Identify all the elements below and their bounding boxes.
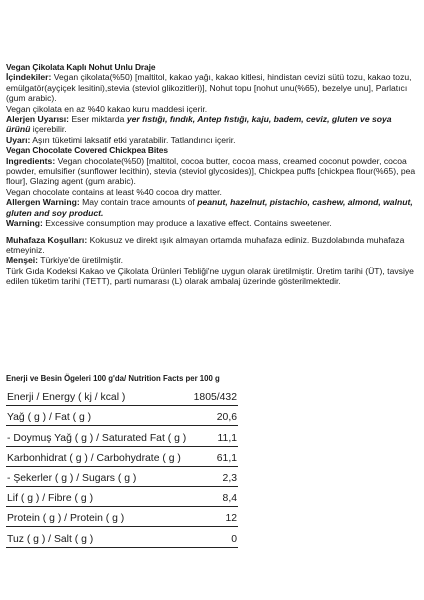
ingredients-tr-label: İçindekiler: [6,72,52,83]
cocoa-content-en: Vegan chocolate contains at least %40 cocoa dry matter. [6,186,222,197]
nutrient-label: - Doymuş Yağ ( g ) / Saturated Fat ( g ) [7,432,187,444]
allergen-en-list: peanut, hazelnut, pistachio, cashew, almond, walnut, gluten and soy product. [6,197,413,218]
product-label [6,62,418,287]
ingredients-tr-text: Vegan çikolata(%50) [maltitol, kakao yağı, kakao kitlesi, hindistan cevizi sütü tozu, kakao tozu, emülgatör(ayçiçek lesitini),stevia (steviol glikozitleri)], Nohut topu [nohut unu(%65), bezelye unu], Parlatıcı (gum arabic). [6,72,412,104]
allergen-tr-post: içerebilir. [30,124,67,135]
warning-tr [6,135,418,145]
nutrient-value: 20,6 [216,412,237,424]
nutrition-row [6,467,238,487]
warning-en-text: Excessive consumption may produce a laxative effect. Contains sweetener. [42,218,332,229]
nutrient-value: 61,1 [216,452,237,464]
allergen-warning-en [6,197,418,218]
nutrient-label: Lif ( g ) / Fibre ( g ) [7,493,94,505]
allergen-warning-tr [6,114,418,135]
nutrient-value: 12 [225,513,237,525]
ingredients-en-text: Vegan chocolate(%50) [maltitol, cocoa butter, cocoa mass, creamed coconut powder, cocoa powder, emulsifier (sunflower lecithin), stevia (steviol glycosides)], Chickpea puffs [chickpea flour(%65), pea flour], Glazing agent (gum arabic). [6,155,416,187]
nutrient-label: Enerji / Energy ( kj / kcal ) [7,392,126,404]
warning-tr-label: Uyarı: [6,134,31,145]
codex-statement: Türk Gıda Kodeksi Kakao ve Çikolata Ürünleri Tebliği'ne uygun olarak üretilmiştir. Üretim tarihi (ÜT), tavsiye edilen tüketim tarihi (TETT), parti numarası (L) olarak ambalaj üzerinde gösterilmektedir. [6,265,414,287]
allergen-tr-list: yer fıstığı, fındık, Antep fıstığı, kaju, badem, ceviz, gluten ve soya ürünü [6,114,392,135]
nutrient-label: Karbonhidrat ( g ) / Carbohydrate ( g ) [7,452,181,464]
storage-label: Muhafaza Koşulları: [6,234,88,245]
nutrition-row [6,487,238,507]
origin-text: Türkiye'de üretilmiştir. [38,255,124,266]
storage-text: Kokusuz ve direkt ışık almayan ortamda muhafaza ediniz. Buzdolabında muhafaza etmeyiniz. [6,234,405,255]
nutrient-value: 8,4 [222,493,237,505]
nutrient-label: Tuz ( g ) / Salt ( g ) [7,533,94,545]
nutrient-value: 1805/432 [193,392,237,404]
cocoa-content-tr: Vegan çikolata en az %40 kakao kuru maddesi içerir. [6,103,208,114]
nutrition-title: Enerji ve Besin Ögeleri 100 g'da/ Nutrition Facts per 100 g [6,374,220,383]
allergen-tr-label: Alerjen Uyarısı: [6,114,70,125]
warning-tr-text: Aşırı tüketimi laksatif etki yaratabilir. Tatlandırıcı içerir. [30,134,236,145]
product-title-en: Vegan Chocolate Covered Chickpea Bites [6,145,168,156]
nutrition-row [6,386,238,406]
allergen-tr-pre: Eser miktarda [69,114,127,125]
ingredients-en-label: Ingredients: [6,155,56,166]
nutrition-row [6,507,238,527]
warning-en [6,218,418,228]
nutrition-row [6,527,238,547]
nutrient-value: 0 [231,533,237,545]
nutrient-label: - Şekerler ( g ) / Sugars ( g ) [7,472,137,484]
nutrition-row [6,426,238,446]
nutrition-row [6,406,238,426]
allergen-en-label: Allergen Warning: [6,197,80,208]
nutrition-table [6,374,238,548]
nutrition-row [6,447,238,467]
origin-label: Menşei: [6,255,38,266]
nutrient-value: 11,1 [217,432,237,444]
nutrient-value: 2,3 [222,472,237,484]
allergen-en-pre: May contain trace amounts of [79,197,198,208]
ingredients-en [6,156,418,187]
storage-conditions [6,235,418,256]
ingredients-tr [6,72,418,103]
origin [6,255,418,265]
nutrient-label: Protein ( g ) / Protein ( g ) [7,513,125,525]
product-title-tr: Vegan Çikolata Kaplı Nohut Unlu Draje [6,62,156,72]
warning-en-label: Warning: [6,218,43,229]
nutrient-label: Yağ ( g ) / Fat ( g ) [7,412,92,424]
